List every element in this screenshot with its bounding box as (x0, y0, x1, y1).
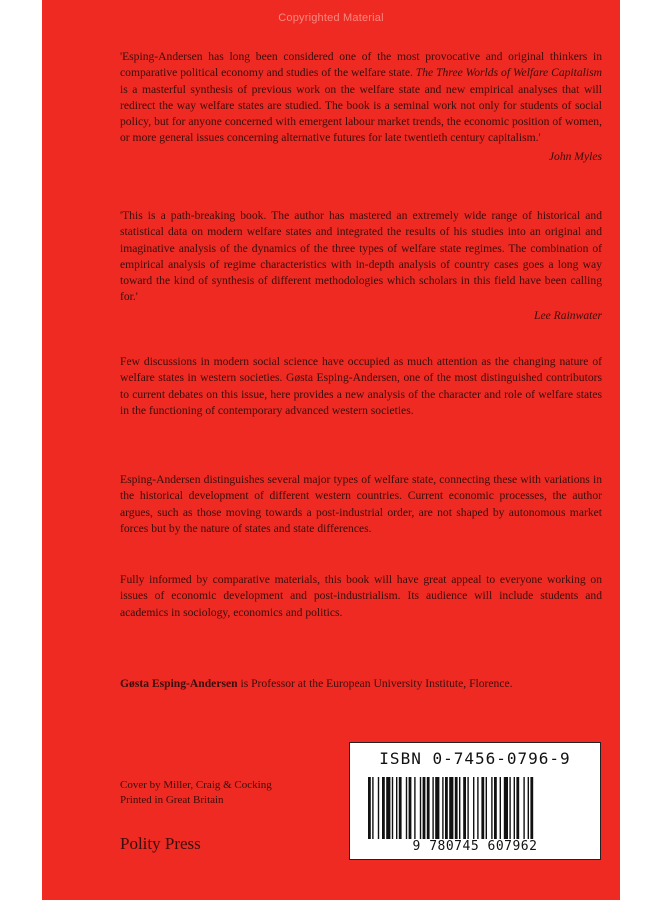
credits (120, 778, 272, 808)
quote-1-text-before: 'Esping-Andersen has long been considered one of the most provocative and original thinkers in comparative political economy and studies of the welfare state. (120, 50, 602, 80)
description-paragraph-2 (120, 472, 602, 537)
publisher-name: Polity Press (120, 834, 201, 853)
book-title: The Three Worlds of Welfare Capitalism (415, 66, 602, 80)
author-bio (120, 676, 602, 692)
author-bio-text: is Professor at the European University Institute, Florence. (237, 677, 513, 690)
description-paragraph-1 (120, 354, 602, 419)
review-quote-2-author: Lee Rainwater (534, 308, 602, 322)
description-paragraph-1-text: Few discussions in modern social science have occupied as much attention as the changing nature of welfare states in western societies. Gøsta Esping-Andersen, one of the most distinguished contributors to current debates on this issue, here provides a new analysis of the character and role of welfare states in the functioning of contemporary advanced western societies. (120, 355, 602, 417)
description-paragraph-3 (120, 572, 602, 621)
back-cover (42, 0, 620, 900)
review-quote-1 (120, 49, 602, 165)
barcode-icon (366, 777, 584, 839)
description-paragraph-3-text: Fully informed by comparative materials, this book will have great appeal to everyone working on issues of economic development and post-industrialism. Its audience will include students and academics in sociology, economics and politics. (120, 573, 602, 619)
watermark: Copyrighted Material (278, 12, 384, 24)
isbn-label: ISBN 0-7456-0796-9 (379, 749, 571, 768)
review-quote-2-text: 'This is a path-breaking book. The author has mastered an extremely wide range of historical and statistical data on modern welfare states and integrated the results of his studies into an original and imaginative analysis of the dynamics of the three types of welfare state regimes. The combination of empirical analysis of regime characteristics with in-depth analysis of country cases goes a long way toward the kind of synthesis of different methodologies which scholars in this field have been calling for.' (120, 209, 602, 304)
description-paragraph-2-text: Esping-Andersen distinguishes several major types of welfare state, connecting these with variations in the historical development of different western countries. Current economic processes, the author argues, such as those moving towards a post-industrial order, are not shaped by autonomous market forces but by the nature of states and state differences. (120, 473, 602, 535)
printed-in: Printed in Great Britain (120, 794, 224, 806)
review-quote-2 (120, 208, 602, 324)
author-name: Gøsta Esping-Andersen (120, 677, 238, 690)
review-quote-1-text (120, 49, 602, 147)
quote-1-text-after: is a masterful synthesis of previous work on the welfare state and new empirical analyses that will redirect the way welfare states are studied. The book is a seminal work not only for students of social policy, but for anyone concerned with emergent labour market trends, the economic position of women, or more general issues concerning alternative futures for late twentieth century capitalism.' (120, 82, 602, 145)
review-quote-1-author: John Myles (548, 149, 602, 163)
cover-credit: Cover by Miller, Craig & Cocking (120, 779, 272, 791)
isbn-ean: 9 780745 607962 (412, 839, 538, 854)
isbn-barcode-box (349, 742, 601, 860)
